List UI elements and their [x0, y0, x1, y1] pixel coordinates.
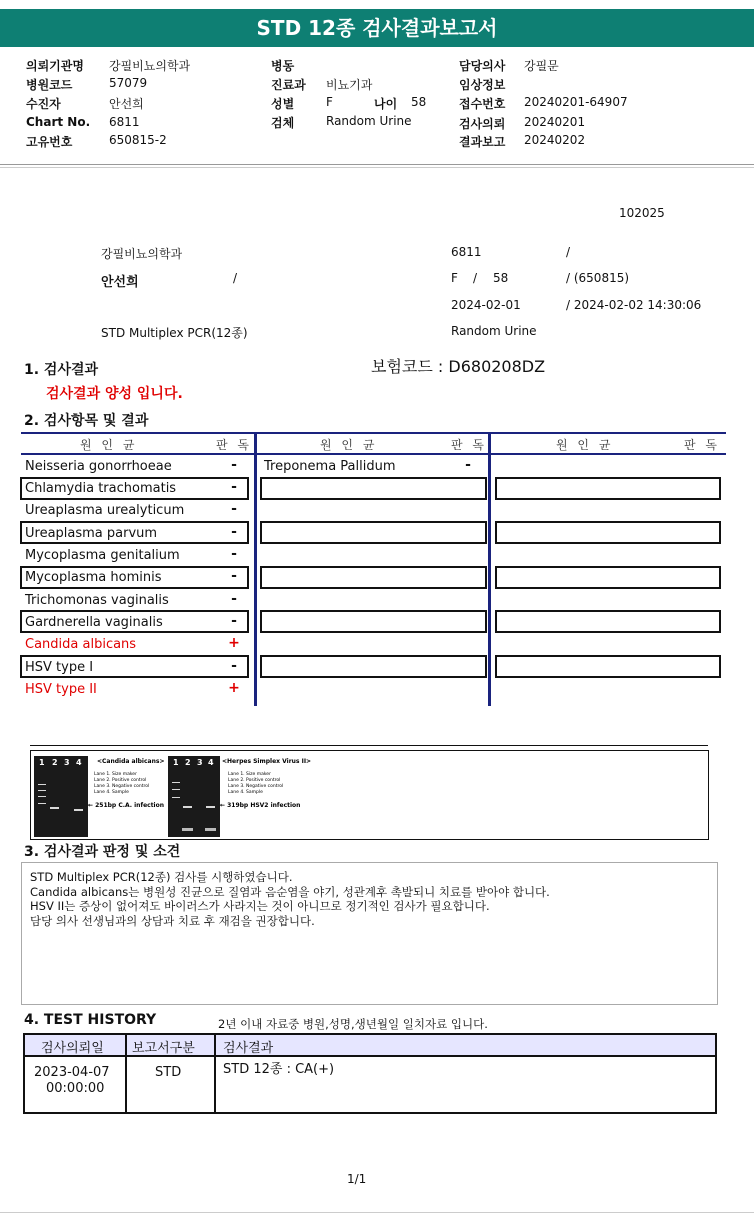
- sample-band: [206, 806, 215, 808]
- ladder-band: [38, 790, 46, 791]
- chart-value: 6811: [109, 115, 140, 129]
- col1-organism-header: 원 인 균: [80, 438, 138, 452]
- ladder-band: [172, 782, 180, 783]
- legend-line: Lane 4. Sample: [228, 790, 263, 795]
- row-box-1-mid: [260, 477, 487, 500]
- history-header-rule: [25, 1055, 715, 1057]
- doctor-value: 강필문: [524, 59, 559, 73]
- request-value: 20240201: [524, 115, 586, 129]
- gel-image-candida: [34, 756, 88, 837]
- summary-birth: / (650815): [566, 271, 630, 285]
- organism-result: -: [231, 457, 237, 473]
- header-divider-secondary: [0, 167, 754, 168]
- ladder-band: [172, 797, 180, 798]
- organism-result: -: [231, 591, 237, 607]
- sample-band: [74, 809, 83, 811]
- organism-name: Mycoplasma hominis: [25, 570, 162, 585]
- ladder-band: [38, 796, 46, 797]
- age-label: 나이: [374, 97, 398, 111]
- summary-chart: 6811: [451, 245, 482, 259]
- summary-date: 2024-02-01: [451, 298, 521, 312]
- opinion-line: HSV II는 증상이 없어져도 바이러스가 사라지는 것이 아니므로 정기적인 검사가 필요합니다.: [30, 899, 490, 914]
- lane-number: 2: [185, 758, 191, 767]
- gel-title-candida: <Candida albicans>: [97, 758, 165, 765]
- summary-report-time: / 2024-02-02 14:30:06: [566, 298, 702, 312]
- request-label: 검사의뢰: [459, 117, 506, 131]
- section3-title: 3. 검사결과 판정 및 소견: [24, 844, 181, 860]
- organism-name: HSV type I: [25, 660, 94, 675]
- dept-label: 진료과: [271, 78, 306, 92]
- doctor-label: 담당의사: [459, 59, 506, 73]
- summary-specimen: Random Urine: [451, 324, 537, 338]
- row-box-5-right: [495, 566, 721, 589]
- gel-callout-candida: ← 251bp C.A. infection: [88, 802, 165, 809]
- lane-number: 3: [64, 758, 70, 767]
- table-header-rule: [21, 453, 726, 455]
- section4-title: 4. TEST HISTORY: [24, 1012, 157, 1028]
- gel-title-hsv2: <Herpes Simplex Virus II>: [222, 758, 312, 765]
- history-table: [23, 1033, 717, 1114]
- primer-band: [182, 828, 193, 831]
- unique-value: 650815-2: [109, 133, 167, 147]
- lane-number: 1: [39, 758, 45, 767]
- ward-label: 병동: [271, 59, 295, 73]
- organism-name: Treponema Pallidum: [264, 459, 396, 474]
- primer-band: [205, 828, 216, 831]
- organism-name: Trichomonas vaginalis: [25, 593, 169, 608]
- history-header-date: 검사의뢰일: [41, 1041, 104, 1056]
- gel-legend-candida: [94, 772, 149, 796]
- organism-result: -: [231, 479, 237, 495]
- col3-organism-header: 원 인 균: [556, 438, 614, 452]
- hospital-label: 의뢰기관명: [26, 59, 84, 73]
- ladder-band: [172, 789, 180, 790]
- history-col-divider-2: [214, 1035, 216, 1112]
- section1-title: 1. 검사결과: [24, 362, 99, 378]
- lane-number: 4: [76, 758, 82, 767]
- summary-hospital: 강필비뇨의학과: [101, 247, 183, 261]
- page-number: 1/1: [347, 1172, 367, 1186]
- organism-name: Gardnerella vaginalis: [25, 615, 163, 630]
- sex-value: F: [326, 95, 333, 109]
- legend-line: Lane 1. Size maker: [94, 772, 137, 777]
- row-box-1-right: [495, 477, 721, 500]
- insurance-code: 보험코드 : D680208DZ: [371, 357, 546, 376]
- legend-line: Lane 3. Negative control: [228, 784, 284, 789]
- row-box-5-mid: [260, 566, 487, 589]
- history-note: 2년 이내 자료중 병원,성명,생년월일 일치자료 입니다.: [218, 1017, 488, 1031]
- opinion-line: STD Multiplex PCR(12종) 검사를 시행하였습니다.: [30, 870, 293, 884]
- ladder-band: [38, 784, 46, 785]
- organism-result: -: [231, 524, 237, 540]
- clinical-label: 임상정보: [459, 78, 506, 92]
- col3-result-header: 판 독: [684, 438, 720, 452]
- organism-name: Mycoplasma genitalium: [25, 548, 180, 563]
- code-value: 57079: [109, 76, 148, 90]
- history-header-result: 검사결과: [223, 1041, 274, 1056]
- gel-legend-hsv2: [228, 772, 283, 796]
- col1-result-header: 판 독: [216, 438, 252, 452]
- code-label: 병원코드: [26, 78, 73, 92]
- patient-value: 안선희: [109, 97, 144, 111]
- report-title: STD 12종 검사결과보고서: [0, 9, 754, 47]
- summary-slash-3: /: [473, 271, 478, 285]
- chart-label: Chart No.: [26, 115, 91, 129]
- organism-result: -: [231, 501, 237, 517]
- summary-slash-2: /: [233, 271, 238, 285]
- organism-result: -: [231, 568, 237, 584]
- row-box-3-mid: [260, 521, 487, 544]
- summary-slash-1: /: [566, 245, 571, 259]
- patient-label: 수진자: [26, 97, 61, 111]
- history-header-type: 보고서구분: [132, 1041, 195, 1056]
- footer-rule: [0, 1212, 754, 1213]
- opinion-line: 담당 의사 선생님과의 상담과 치료 후 재검을 권장합니다.: [30, 913, 315, 928]
- organism-name-positive: HSV type II: [25, 682, 97, 697]
- age-value: 58: [411, 95, 427, 109]
- row-box-7-right: [495, 610, 721, 633]
- dept-value: 비뇨기과: [326, 78, 373, 92]
- report-value: 20240202: [524, 133, 586, 147]
- summary-sex: F: [451, 271, 458, 285]
- lane-number: 4: [208, 758, 214, 767]
- header-divider: [0, 164, 754, 165]
- legend-line: Lane 4. Sample: [94, 790, 129, 795]
- organism-name: Neisseria gonorrhoeae: [25, 459, 172, 474]
- history-header-row: [25, 1035, 715, 1055]
- section2-title: 2. 검사항목 및 결과: [24, 413, 149, 429]
- id-code: 102025: [619, 206, 665, 220]
- gel-top-rule: [30, 745, 708, 746]
- history-row-type: STD: [155, 1065, 182, 1080]
- organism-result-positive: +: [228, 635, 240, 651]
- organism-result: -: [231, 658, 237, 674]
- receipt-value: 20240201-64907: [524, 95, 628, 109]
- row-box-9-mid: [260, 655, 487, 678]
- lane-number: 2: [52, 758, 58, 767]
- result-summary: 검사결과 양성 입니다.: [46, 386, 183, 402]
- specimen-label: 검체: [271, 116, 295, 130]
- history-row-time: 00:00:00: [46, 1081, 105, 1096]
- row-box-7-mid: [260, 610, 487, 633]
- summary-patient: 안선희: [101, 275, 139, 290]
- row-box-3-right: [495, 521, 721, 544]
- positive-band: [183, 806, 192, 808]
- unique-label: 고유번호: [26, 135, 73, 149]
- organism-result: -: [231, 546, 237, 562]
- table-col-divider-1: [254, 432, 257, 706]
- organism-name: Chlamydia trachomatis: [25, 481, 177, 496]
- opinion-box: [21, 862, 718, 1005]
- organism-result: -: [231, 613, 237, 629]
- summary-age: 58: [493, 271, 509, 285]
- col2-organism-header: 원 인 균: [320, 438, 378, 452]
- organism-name: Ureaplasma urealyticum: [25, 503, 185, 518]
- receipt-label: 접수번호: [459, 97, 506, 111]
- legend-line: Lane 1. Size maker: [228, 772, 271, 777]
- lane-number: 3: [197, 758, 203, 767]
- col2-result-header: 판 독: [451, 438, 487, 452]
- sex-label: 성별: [271, 97, 295, 111]
- summary-test-name: STD Multiplex PCR(12종): [101, 326, 248, 340]
- opinion-line: Candida albicans는 병원성 진균으로 질염과 음순염을 야기, 성관계후 촉발되니 치료를 받아야 합니다.: [30, 884, 550, 899]
- organism-result-positive: +: [228, 680, 240, 696]
- legend-line: Lane 3. Negative control: [94, 784, 150, 789]
- report-label: 결과보고: [459, 135, 506, 149]
- row-box-9-right: [495, 655, 721, 678]
- gel-electrophoresis-figure: [30, 750, 709, 840]
- history-col-divider-1: [125, 1035, 127, 1112]
- organism-result: -: [465, 457, 471, 473]
- hospital-value: 강필비뇨의학과: [109, 59, 191, 73]
- gel-callout-hsv2: ← 319bp HSV2 infection: [220, 802, 301, 809]
- lane-number: 1: [173, 758, 179, 767]
- positive-band: [50, 807, 59, 809]
- history-row-date: 2023-04-07: [34, 1065, 110, 1080]
- table-top-rule: [21, 432, 726, 434]
- legend-line: Lane 2. Positive control: [228, 778, 281, 783]
- legend-line: Lane 2. Positive control: [94, 778, 147, 783]
- specimen-value: Random Urine: [326, 114, 412, 128]
- history-row-result: STD 12종 : CA(+): [223, 1062, 335, 1077]
- organism-name-positive: Candida albicans: [25, 637, 137, 652]
- organism-name: Ureaplasma parvum: [25, 526, 158, 541]
- table-col-divider-2: [488, 432, 491, 706]
- gel-image-hsv2: [168, 756, 220, 837]
- ladder-band: [38, 803, 46, 804]
